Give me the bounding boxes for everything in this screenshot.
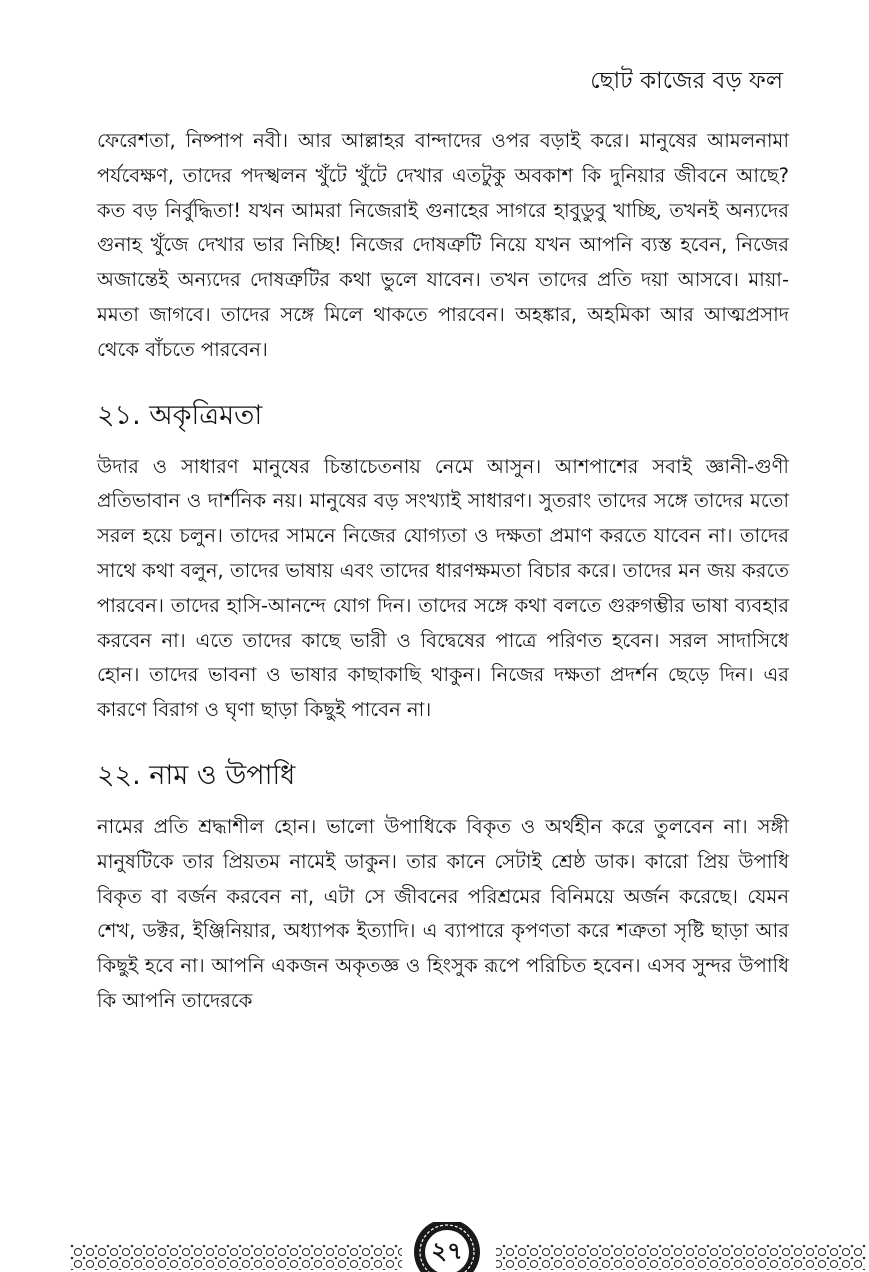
section-heading: ২১. অকৃত্রিমতা xyxy=(97,399,263,431)
page-body xyxy=(97,124,789,1019)
body-paragraph: উদার ও সাধারণ মানুষের চিন্তাচেতনায় নেমে আসুন। আশপাশের সবাই জ্ঞানী-গুণী প্রতিভাবান ও দার্শনিক নয়। মানুষের বড় সংখ্যাই সাধারণ। সুতরাং তাদের সঙ্গে তাদের মতো সরল হয়ে চলুন। তাদের সামনে নিজের যোগ্যতা ও দক্ষতা প্রমাণ করতে যাবেন না। তাদের সাথে কথা বলুন, তাদের ভাষায় এবং তাদের ধারণক্ষমতা বিচার করে। তাদের মন জয় করতে পারবেন। তাদের হাসি-আনন্দে যোগ দিন। তাদের সঙ্গে কথা বলতে গুরুগম্ভীর ভাষা ব্যবহার করবেন না। এতে তাদের কাছে ভারী ও বিদ্বেষের পাত্রে পরিণত হবেন। সরল সাদাসিধে হোন। তাদের ভাবনা ও ভাষার কাছাকাছি থাকুন। নিজের দক্ষতা প্রদর্শন ছেড়ে দিন। এর কারণে বিরাগ ও ঘৃণা ছাড়া কিছুই পাবেন না। xyxy=(97,454,789,722)
section-heading: ২২. নাম ও উপাধি xyxy=(97,759,296,791)
body-paragraph: ফেরেশতা, নিষ্পাপ নবী। আর আল্লাহর বান্দাদের ওপর বড়াই করে। মানুষের আমলনামা পর্যবেক্ষণ, তাদের পদস্খলন খুঁটে খুঁটে দেখার এতটুকু অবকাশ কি দুনিয়ার জীবনে আছে? কত বড় নির্বুদ্ধিতা! যখন আমরা নিজেরাই গুনাহের সাগরে হাবুডুবু খাচ্ছি, তখনই অন্যদের গুনাহ খুঁজে দেখার ভার নিচ্ছি! নিজের দোষত্রুটি নিয়ে যখন আপনি ব্যস্ত হবেন, নিজের অজান্তেই অন্যদের দোষত্রুটির কথা ভুলে যাবেন। তখন তাদের প্রতি দয়া আসবে। মায়া-মমতা জাগবে। তাদের সঙ্গে মিলে থাকতে পারবেন। অহঙ্কার, অহমিকা আর আত্মপ্রসাদ থেকে বাঁচতে পারবেন। xyxy=(97,129,789,361)
page-number: ২৭ xyxy=(431,1237,463,1265)
body-paragraph: নামের প্রতি শ্রদ্ধাশীল হোন। ভালো উপাধিকে বিকৃত ও অর্থহীন করে তুলবেন না। সঙ্গী মানুষটিকে তার প্রিয়তম নামেই ডাকুন। তার কানে সেটাই শ্রেষ্ঠ ডাক। কারো প্রিয় উপাধি বিকৃত বা বর্জন করবেন না, এটা সে জীবনের পরিশ্রমের বিনিময়ে অর্জন করেছে। যেমন শেখ, ডক্টর, ইঞ্জিনিয়ার, অধ্যাপক ইত্যাদি। এ ব্যাপারে কৃপণতা করে শত্রুতা সৃষ্টি ছাড়া আর কিছুই হবে না। আপনি একজন অকৃতজ্ঞ ও হিংসুক রূপে পরিচিত হবেন। এসব সুন্দর উপাধি কি আপনি তাদেরকে xyxy=(97,814,789,1012)
running-header: ছোট কাজের বড় ফল xyxy=(590,68,783,94)
page-footer xyxy=(0,1222,869,1272)
